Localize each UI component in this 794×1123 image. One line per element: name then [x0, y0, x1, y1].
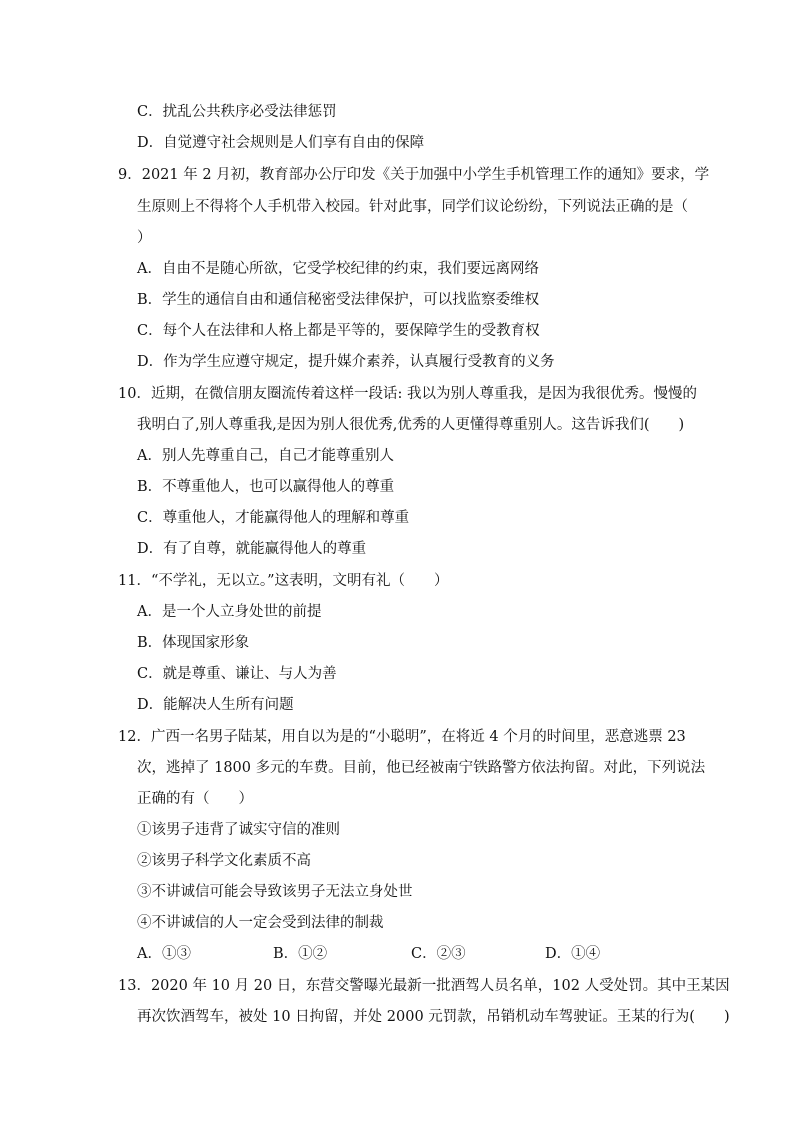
- q11-option-c: C．就是尊重、谦让、与人为善: [137, 666, 337, 682]
- q11-option-a: A．是一个人立身处世的前提: [137, 604, 322, 620]
- q10-option-b: B．不尊重他人，也可以赢得他人的尊重: [137, 479, 395, 495]
- q8-option-d: D．自觉遵守社会规则是人们享有自由的保障: [137, 135, 425, 151]
- q8-option-c: C．扰乱公共秩序必受法律惩罚: [137, 104, 337, 120]
- q11-option-b: B．体现国家形象: [137, 635, 250, 651]
- q12-item-2: ②该男子科学文化素质不高: [137, 853, 311, 869]
- q11-stem-line1: 11．“不学礼，无以立。”这表明，文明有礼（ ）: [118, 573, 449, 589]
- q10-stem-line2: 我明白了,别人尊重我,是因为别人很优秀,优秀的人更懂得尊重别人。这告诉我们( ): [137, 417, 685, 433]
- q9-stem-line3: ）: [137, 230, 152, 246]
- q9-option-d: D．作为学生应遵守规定，提升媒介素养，认真履行受教育的义务: [137, 354, 555, 370]
- q10-option-d: D．有了自尊，就能赢得他人的尊重: [137, 541, 367, 557]
- q9-option-b: B．学生的通信自由和通信秘密受法律保护，可以找监察委维权: [137, 292, 540, 308]
- q12-choice-c: C．②③: [411, 946, 466, 962]
- q12-stem-line2: 次，逃掉了 1800 多元的车费。目前，他已经被南宁铁路警方依法拘留。对此，下列说法: [137, 760, 706, 776]
- q12-stem-line1: 12．广西一名男子陆某，用自以为是的“小聪明”，在将近 4 个月的时间里，恶意逃票 23: [118, 729, 686, 745]
- q12-choices: [137, 944, 600, 964]
- q12-choice-d: D．①④: [545, 946, 601, 962]
- q12-choice-b: B．①②: [273, 946, 328, 962]
- q12-item-4: ④不讲诚信的人一定会受到法律的制裁: [137, 915, 384, 931]
- q10-option-c: C．尊重他人，才能赢得他人的理解和尊重: [137, 510, 410, 526]
- q9-stem-line2: 生原则上不得将个人手机带入校园。针对此事，同学们议论纷纷，下列说法正确的是（: [137, 199, 688, 215]
- q13-stem-line1: 13．2020 年 10 月 20 日，东营交警曝光最新一批酒驾人员名单，102 人受处罚。其中王某因: [118, 978, 730, 994]
- q12-item-3: ③不讲诚信可能会导致该男子无法立身处世: [137, 884, 413, 900]
- q12-stem-line3: 正确的有（ ）: [137, 791, 253, 807]
- q10-option-a: A．别人先尊重自己，自己才能尊重别人: [137, 448, 394, 464]
- q9-option-c: C．每个人在法律和人格上都是平等的，要保障学生的受教育权: [137, 323, 540, 339]
- q12-choice-a: A．①③: [137, 946, 191, 962]
- q13-stem-line2: 再次饮酒驾车，被处 10 日拘留，并处 2000 元罚款，吊销机动车驾驶证。王某的行为( ): [137, 1009, 730, 1025]
- q9-stem-line1: 9．2021 年 2 月初，教育部办公厅印发《关于加强中小学生手机管理工作的通知》要求，学: [118, 167, 710, 183]
- q9-option-a: A．自由不是随心所欲，它受学校纪律的约束，我们要远离网络: [137, 261, 539, 277]
- q10-stem-line1: 10．近期，在微信朋友圈流传着这样一段话: 我以为别人尊重我，是因为我很优秀。慢慢的: [118, 386, 697, 402]
- q11-option-d: D．能解决人生所有问题: [137, 697, 294, 713]
- q12-item-1: ①该男子违背了诚实守信的准则: [137, 822, 340, 838]
